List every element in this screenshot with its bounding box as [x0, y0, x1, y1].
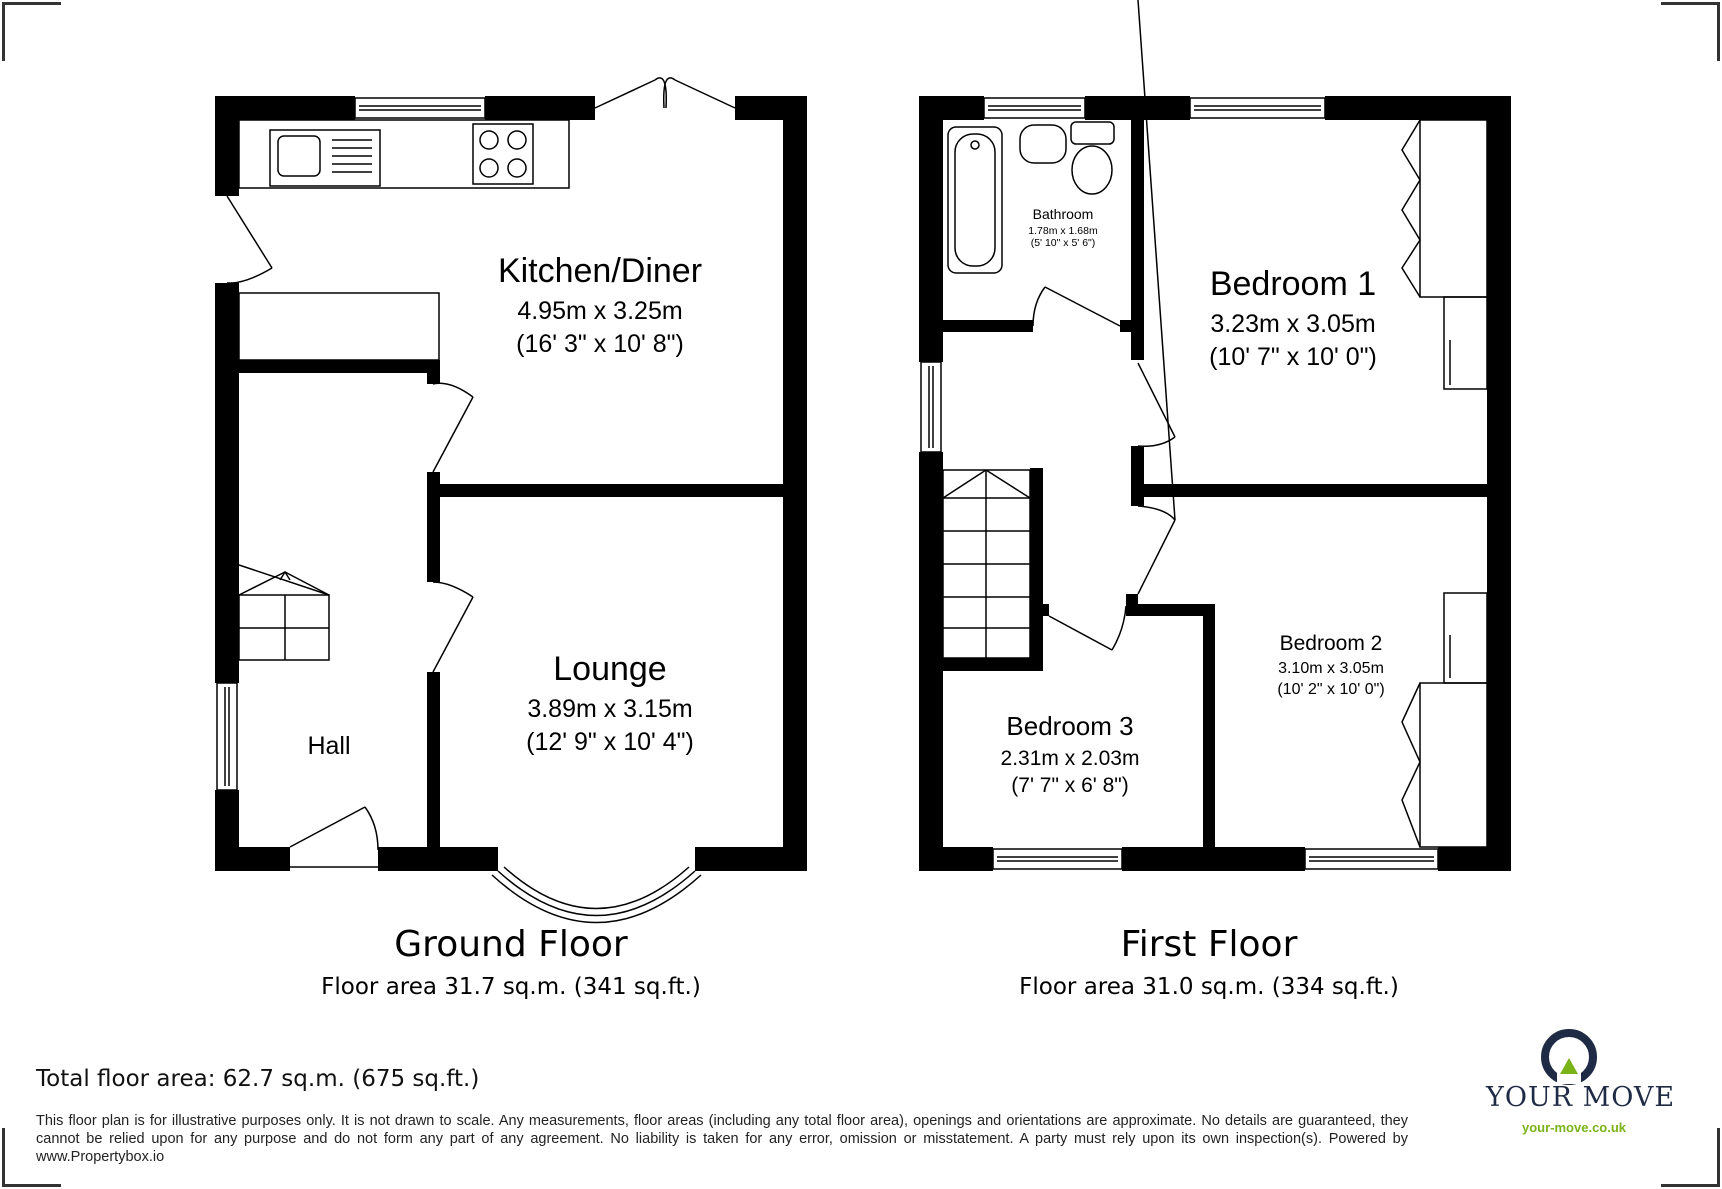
- room-metric: 3.89m x 3.15m: [527, 695, 693, 724]
- toilet-icon: [1071, 122, 1114, 144]
- room-label-bedroom3: [970, 712, 1170, 798]
- disclaimer-text: This floor plan is for illustrative purposes only. It is not drawn to scale. Any measurements, floor areas (including any total floor area), openings and orientations are approximate. No details are guaranteed, they cannot be relied upon for any purpose and do not form any part of any agreement. No liability is taken for any error, omission or misstatement. A party must rely upon its own inspection(s). Powered by www.Propertybox.io: [36, 1113, 1408, 1165]
- wall: [943, 658, 1043, 671]
- wall: [1131, 96, 1144, 360]
- room-name: Lounge: [553, 650, 667, 688]
- room-name: Kitchen/Diner: [497, 252, 703, 290]
- wall: [1325, 96, 1511, 120]
- window: [984, 98, 1085, 118]
- sink-icon: [270, 130, 380, 186]
- room-name: Bedroom 3: [1006, 711, 1134, 741]
- wall: [1030, 468, 1043, 671]
- wall: [440, 484, 783, 497]
- wall: [919, 452, 943, 871]
- wall: [239, 360, 440, 373]
- wall: [919, 847, 993, 871]
- room-imperial: (7' 7" x 6' 8"): [1011, 774, 1129, 798]
- window: [355, 98, 485, 118]
- wall: [919, 96, 943, 362]
- wall: [1126, 604, 1215, 616]
- room-name: Bedroom 1: [1209, 265, 1377, 303]
- room-imperial: (16' 3" x 10' 8"): [516, 329, 684, 358]
- room-metric: 2.31m x 2.03m: [1000, 746, 1140, 770]
- ground-floor-area: Floor area 31.7 sq.m. (341 sq.ft.): [321, 974, 701, 1000]
- room-metric: 1.78m x 1.68m: [1028, 225, 1098, 238]
- logo-wordmark: YOUR MOVE: [1486, 1082, 1676, 1113]
- room-label-hall: [279, 732, 379, 761]
- wall: [783, 96, 807, 871]
- hob-icon: [473, 124, 533, 184]
- wardrobe: [1420, 683, 1487, 847]
- your-move-logo-icon: [1545, 1033, 1593, 1084]
- basin-icon: [1020, 125, 1066, 163]
- room-label-bathroom: [1003, 206, 1123, 249]
- window: [217, 683, 237, 790]
- wall: [943, 320, 1033, 332]
- first-floor-area: Floor area 31.0 sq.m. (334 sq.ft.): [1019, 974, 1399, 1000]
- room-imperial: (10' 7" x 10' 0"): [1209, 342, 1377, 371]
- wall: [1144, 484, 1487, 497]
- room-label-lounge: [480, 650, 740, 757]
- kitchen-cupboard: [239, 293, 439, 360]
- room-imperial: (5' 10" x 5' 6"): [1030, 237, 1096, 250]
- total-floor-area: Total floor area: 62.7 sq.m. (675 sq.ft.): [36, 1066, 480, 1092]
- ground-floor-title: Ground Floor: [394, 924, 628, 965]
- wall: [427, 360, 440, 384]
- wall: [215, 847, 290, 871]
- sink-bowl: [278, 136, 320, 176]
- logo-url: your-move.co.uk: [1522, 1120, 1627, 1135]
- wall: [427, 472, 440, 582]
- window: [921, 362, 941, 452]
- wardrobe: [1420, 120, 1487, 297]
- wall: [1203, 604, 1215, 871]
- room-imperial: (12' 9" x 10' 4"): [526, 727, 694, 756]
- wall: [1438, 847, 1511, 871]
- room-name: Bedroom 2: [1279, 632, 1383, 655]
- room-label-kitchen: [470, 252, 730, 359]
- room-name: Hall: [307, 732, 351, 760]
- window: [1190, 98, 1325, 118]
- wall: [215, 283, 239, 683]
- room-metric: 4.95m x 3.25m: [517, 297, 683, 326]
- room-label-bedroom2: [1236, 632, 1426, 699]
- room-name: Bathroom: [1032, 206, 1094, 222]
- wall: [1131, 446, 1144, 506]
- wall: [427, 672, 440, 871]
- room-imperial: (10' 2" x 10' 0"): [1277, 680, 1385, 698]
- window: [1305, 849, 1438, 869]
- wall: [1487, 96, 1511, 871]
- first-floor-title: First Floor: [1120, 924, 1298, 965]
- wall: [215, 96, 239, 196]
- ground-floor-fixtures: [217, 78, 735, 923]
- window: [993, 849, 1122, 869]
- wall: [1043, 604, 1049, 616]
- room-metric: 3.23m x 3.05m: [1210, 310, 1376, 339]
- wall: [485, 96, 595, 120]
- wall: [695, 847, 807, 871]
- room-metric: 3.10m x 3.05m: [1278, 660, 1384, 678]
- room-label-bedroom1: [1163, 265, 1423, 372]
